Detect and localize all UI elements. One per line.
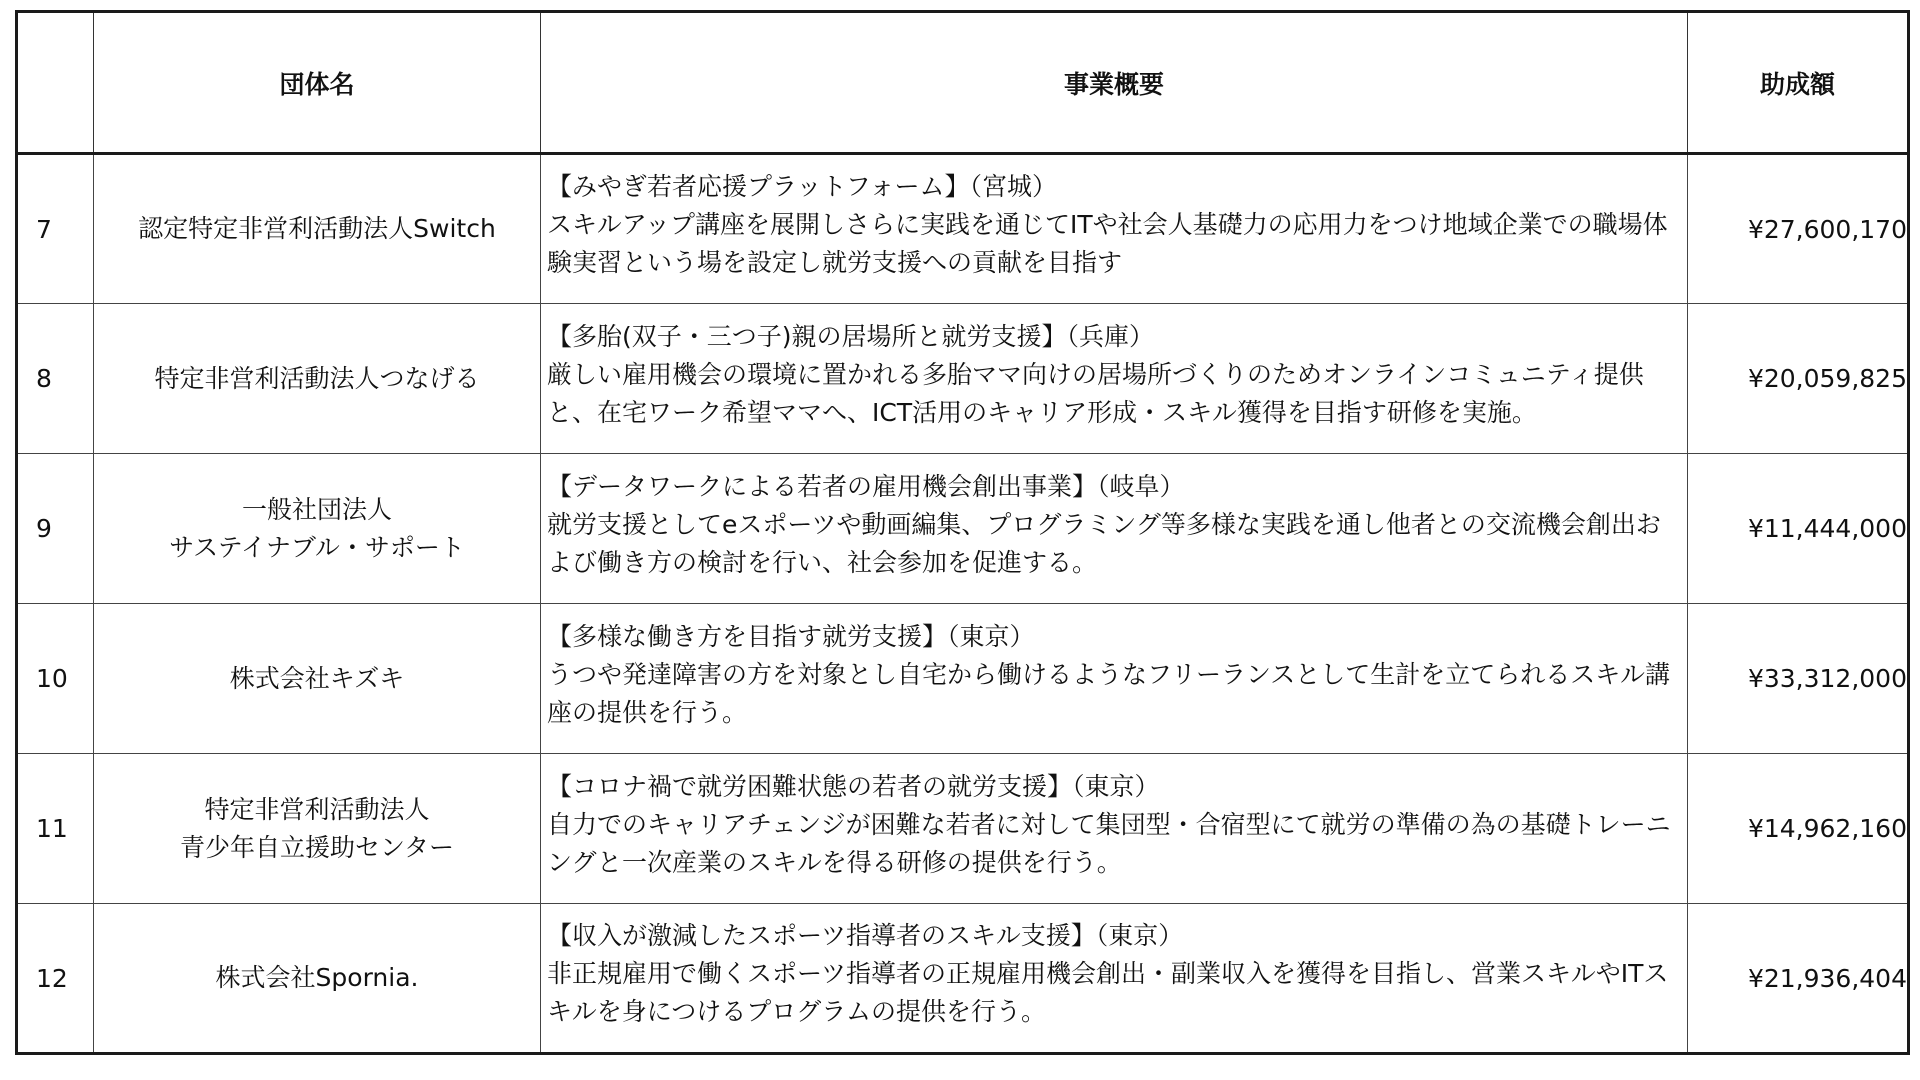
project-body: 厳しい雇用機会の環境に置かれる多胎ママ向けの居場所づくりのためオンラインコミュニティ提供と、在宅ワーク希望ママへ、ICT活用のキャリア形成・スキル獲得を目指す研修を実施。 bbox=[547, 359, 1644, 427]
org-name-line2: サステイナブル・サポート bbox=[169, 532, 465, 562]
row-number: 12 bbox=[17, 904, 94, 1054]
row-organization bbox=[94, 904, 541, 1054]
row-amount: ¥11,444,000 bbox=[1688, 454, 1909, 604]
project-title: 【多様な働き方を目指す就労支援】（東京） bbox=[547, 621, 1035, 651]
row-description bbox=[541, 754, 1688, 904]
row-amount: ¥27,600,170 bbox=[1688, 154, 1909, 304]
project-body: 非正規雇用で働くスポーツ指導者の正規雇用機会創出・副業収入を獲得を目指し、営業スキルやITスキルを身につけるプログラムの提供を行う。 bbox=[547, 959, 1669, 1026]
project-title: 【コロナ禍で就労困難状態の若者の就労支援】（東京） bbox=[547, 771, 1160, 801]
header-description: 事業概要 bbox=[541, 12, 1688, 154]
grant-table bbox=[15, 10, 1910, 1055]
project-body: うつや発達障害の方を対象とし自宅から働けるようなフリーランスとして生計を立てられるスキル講座の提供を行う。 bbox=[547, 659, 1671, 727]
row-description bbox=[541, 454, 1688, 604]
row-amount: ¥21,936,404 bbox=[1688, 904, 1909, 1054]
row-number: 7 bbox=[17, 154, 94, 304]
org-name-line2: 青少年自立援助センター bbox=[179, 832, 454, 862]
row-number: 8 bbox=[17, 304, 94, 454]
row-organization bbox=[94, 604, 541, 754]
row-number: 10 bbox=[17, 604, 94, 754]
table-row bbox=[17, 904, 1909, 1054]
header-row bbox=[17, 12, 1909, 154]
table-row bbox=[17, 454, 1909, 604]
row-organization bbox=[94, 754, 541, 904]
table-row bbox=[17, 154, 1909, 304]
row-description bbox=[541, 904, 1688, 1054]
table-row bbox=[17, 754, 1909, 904]
org-name-line1: 一般社団法人 bbox=[241, 494, 392, 524]
row-organization bbox=[94, 454, 541, 604]
grant-table-sheet bbox=[15, 10, 1907, 1062]
row-description bbox=[541, 604, 1688, 754]
header-amount: 助成額 bbox=[1688, 12, 1909, 154]
project-body: スキルアップ講座を展開しさらに実践を通じてITや社会人基礎力の応用力をつけ地域企業での職場体験実習という場を設定し就労支援への貢献を目指す bbox=[547, 210, 1668, 277]
project-title: 【収入が激減したスポーツ指導者のスキル支援】（東京） bbox=[547, 921, 1184, 950]
row-description bbox=[541, 154, 1688, 304]
header-organization: 団体名 bbox=[94, 12, 541, 154]
header-number bbox=[17, 12, 94, 154]
project-title: 【多胎(双子・三つ子)親の居場所と就労支援】（兵庫） bbox=[547, 321, 1155, 351]
project-title: 【みやぎ若者応援プラットフォーム】（宮城） bbox=[547, 172, 1058, 201]
project-title: 【データワークによる若者の雇用機会創出事業】（岐阜） bbox=[547, 471, 1185, 501]
row-organization bbox=[94, 154, 541, 304]
project-body: 就労支援としてeスポーツや動画編集、プログラミング等多様な実践を通し他者との交流機会創出および働き方の検討を行い、社会参加を促進する。 bbox=[547, 509, 1661, 577]
row-amount: ¥33,312,000 bbox=[1688, 604, 1909, 754]
org-name-line1: 特定非営利活動法人 bbox=[204, 794, 430, 824]
table-row bbox=[17, 304, 1909, 454]
table-row bbox=[17, 604, 1909, 754]
row-number: 9 bbox=[17, 454, 94, 604]
org-name-line1: 株式会社Spornia. bbox=[215, 963, 419, 992]
row-amount: ¥20,059,825 bbox=[1688, 304, 1909, 454]
table-body bbox=[17, 154, 1909, 1054]
row-number: 11 bbox=[17, 754, 94, 904]
row-description bbox=[541, 304, 1688, 454]
org-name-line1: 認定特定非営利活動法人Switch bbox=[138, 214, 496, 243]
project-body: 自力でのキャリアチェンジが困難な若者に対して集団型・合宿型にて就労の準備の為の基礎トレーニングと一次産業のスキルを得る研修の提供を行う。 bbox=[547, 809, 1671, 877]
org-name-line1: 特定非営利活動法人つなげる bbox=[154, 363, 480, 393]
row-amount: ¥14,962,160 bbox=[1688, 754, 1909, 904]
org-name-line1: 株式会社キズキ bbox=[229, 663, 405, 693]
table-header bbox=[17, 12, 1909, 154]
row-organization bbox=[94, 304, 541, 454]
